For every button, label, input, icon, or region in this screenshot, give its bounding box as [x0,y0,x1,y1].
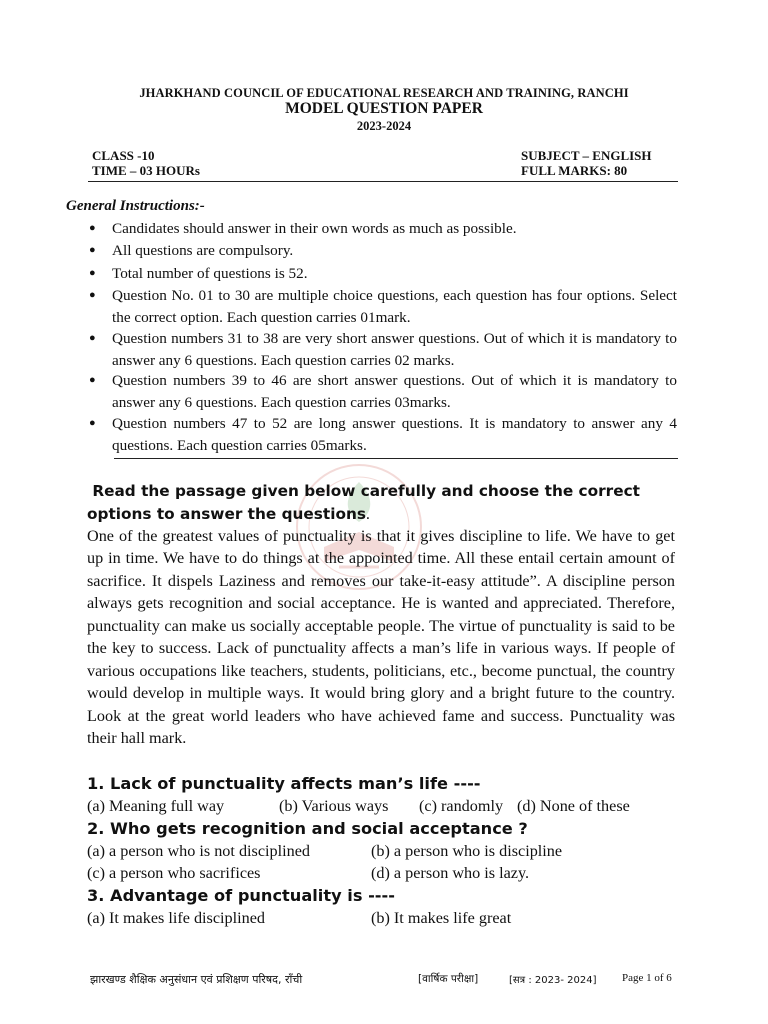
question-3: 3. Advantage of punctuality is ---- [87,886,395,905]
full-marks-label: FULL MARKS: 80 [521,163,628,178]
instruction-item [89,328,677,371]
page-number: Page 1 of 6 [622,972,672,984]
footer-exam: [वार्षिक परीक्षा] [418,973,479,985]
option-2a: (a) a person who is not disciplined [87,842,310,860]
footer-session: [सत्र : 2023- 2024] [509,975,597,986]
passage-text: One of the greatest values of punctuality is that it gives discipline to life. We have to get up in time. We have to do things at the appointed time. All these entail certain amount of sacrifice. It dispels Laziness and removes our take-it-easy attitude”. A discipline person always gets recognition and social acceptance. He is wanted and appreciated. Therefore, punctuality can make us socially acceptable people. The virtue of punctuality is said to be the key to success. Lack of punctuality affects a man’s life in various ways. If people of various occupations like teachers, students, politicians, etc., become punctual, the country would develop in multiple ways. It would bring glory and a bright future to the country. Look at the great world leaders who have achieved fame and success. Punctuality was their hall mark. [87,527,675,748]
instruction-item [89,285,677,328]
question-1: 1. Lack of punctuality affects man’s life ---- [87,774,481,793]
bullet-icon: ● [89,244,96,256]
passage-heading-text: Read the passage given below carefully and choose the correct options to answer the questions [87,482,640,523]
time-label: TIME – 03 HOURs [92,163,200,178]
instruction-item [89,218,677,240]
option-2d: (d) a person who is lazy. [371,864,530,882]
bullet-icon: ● [89,332,96,344]
instructions-rule [114,458,678,459]
bullet-icon: ● [89,417,96,429]
instruction-text: Candidates should answer in their own words as much as possible. [112,220,517,237]
instruction-text: Question numbers 39 to 46 are short answer questions. Out of which it is mandatory to answer any 6 questions. Each question carries 03marks. [112,372,677,411]
subject-label: SUBJECT – ENGLISH [521,148,652,163]
footer-council: झारखण्ड शैक्षिक अनुसंधान एवं प्रशिक्षण परिषद, राँची [90,973,303,986]
option-2b: (b) a person who is discipline [371,842,563,860]
instruction-item [89,240,677,262]
bullet-icon: ● [89,267,96,279]
instruction-item [89,413,677,456]
instruction-text: Total number of questions is 52. [112,265,308,282]
bullet-icon: ● [89,289,96,301]
paper-title: MODEL QUESTION PAPER [285,100,483,117]
passage-heading [87,480,677,526]
instruction-text: Question No. 01 to 30 are multiple choice questions, each question has four options. Select the correct option. Each question carries 01mark. [112,287,677,326]
instructions-heading: General Instructions:- [66,198,205,214]
option-3a: (a) It makes life disciplined [87,909,265,927]
question-2: 2. Who gets recognition and social acceptance ? [87,819,528,838]
bullet-icon: ● [89,222,96,234]
bullet-icon: ● [89,374,96,386]
instruction-text: All questions are compulsory. [112,242,294,259]
instruction-item [89,370,677,413]
option-1a: (a) Meaning full way [87,797,225,815]
instruction-text: Question numbers 47 to 52 are long answer questions. It is mandatory to answer any 4 questions. Each question carries 05marks. [112,415,677,454]
class-label: CLASS -10 [92,148,155,163]
option-1d: (d) None of these [517,797,630,815]
council-name: JHARKHAND COUNCIL OF EDUCATIONAL RESEARCH AND TRAINING, RANCHI [139,86,629,100]
option-1b: (b) Various ways [279,797,389,815]
header-rule [88,181,678,182]
option-1c: (c) randomly [419,797,504,815]
option-3b: (b) It makes life great [371,909,512,927]
instruction-item [89,263,677,285]
instruction-text: Question numbers 31 to 38 are very short answer questions. Out of which it is mandatory to answer any 6 questions. Each question carries 02 marks. [112,330,677,369]
option-2c: (c) a person who sacrifices [87,864,261,882]
passage-heading-period: . [365,505,370,523]
paper-year: 2023-2024 [356,119,412,133]
